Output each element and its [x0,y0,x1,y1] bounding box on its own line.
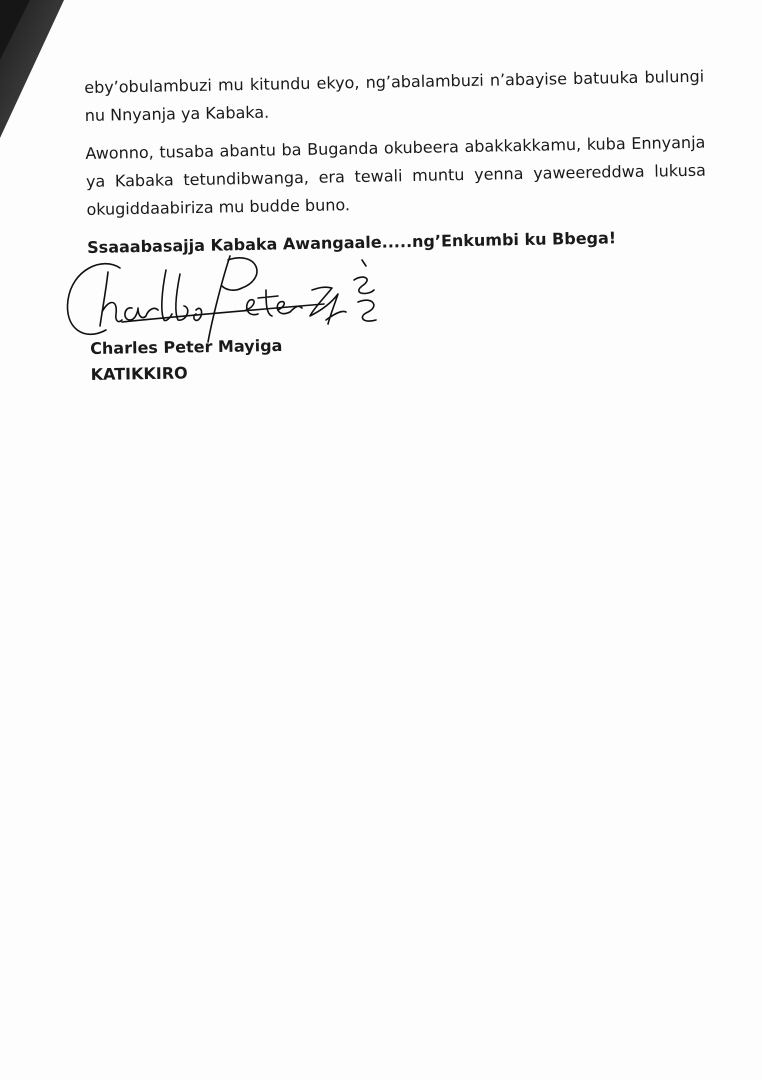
scan-corner-shadow [0,0,90,150]
closing-salutation: Ssaaabasajja Kabaka Awangaale.....ng’Enkumbi ku Bbega! [87,228,617,257]
signer-name: Charles Peter Mayiga [90,335,283,358]
letter-body [84,63,707,262]
body-paragraph: Awonno, tusaba abantu ba Buganda okubeera abakkakkamu, kuba Ennyanja ya Kabaka tetundibwanga, era tewali muntu yenna yaweereddwa lukusa okugiddaabiriza mu budde buno. [85,132,707,219]
signer-title: KATIKKIRO [90,363,188,384]
signature-block [90,333,283,388]
body-paragraph: eby’obulambuzi mu kitundu ekyo, ng’abalambuzi n’abayise batuuka bulungi nu Nnyanja ya Kabaka. [84,66,705,125]
handwritten-signature [62,250,392,346]
